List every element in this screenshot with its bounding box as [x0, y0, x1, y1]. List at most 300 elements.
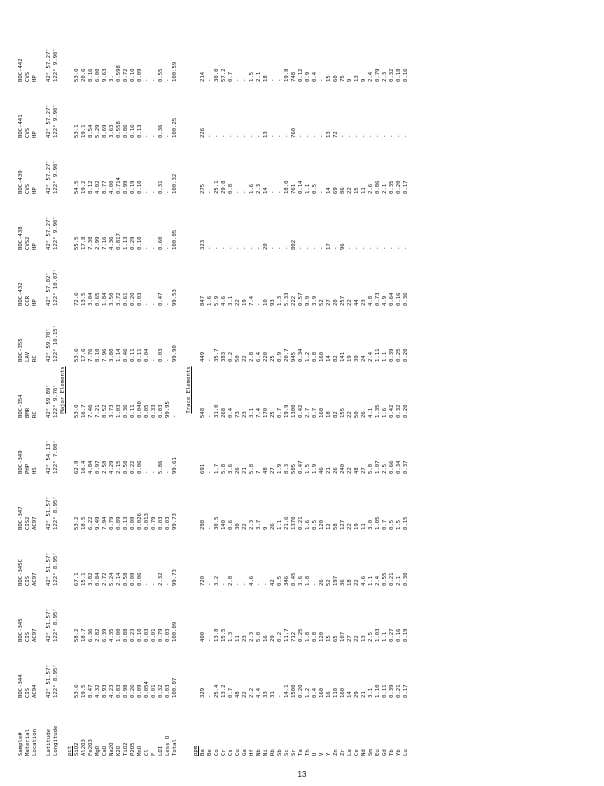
trace-value: - [207, 246, 213, 250]
major-value: 7.21 [95, 404, 101, 418]
major-value: - [165, 358, 171, 362]
major-value: 0.79 [109, 516, 115, 530]
major-value: - [151, 190, 157, 194]
major-value: 0.026 [137, 513, 143, 530]
trace-value: 1.1 [305, 183, 311, 194]
trace-value: 0.64 [389, 292, 395, 306]
sample-location: AC97 [32, 572, 38, 586]
trace-value: 20 [263, 243, 269, 250]
trace-value: - [319, 190, 325, 194]
major-value: - [144, 190, 150, 194]
row-label-longitude: Longitude [53, 725, 59, 756]
trace-value: 11 [361, 187, 367, 194]
row-label-material: Material [25, 729, 31, 756]
sample-column [18, 86, 410, 138]
trace-value: 0.9 [277, 351, 283, 362]
sample-column [18, 198, 410, 250]
trace-value: 19 [242, 299, 248, 306]
trace-value: 1.3 [277, 295, 283, 306]
trace-value: - [375, 134, 381, 138]
trace-value: 0.7 [277, 407, 283, 418]
trace-value: - [389, 246, 395, 250]
major-value: 6.22 [88, 516, 94, 530]
trace-value: 5.8 [368, 463, 374, 474]
spacer [60, 366, 67, 418]
trace-value: - [277, 246, 283, 250]
trace-value: 0.45 [291, 572, 297, 586]
sample-longitude: 122° 8.95' [53, 664, 59, 698]
trace-value: 22 [242, 523, 248, 530]
trace-value: 48 [354, 467, 360, 474]
spacer [67, 366, 74, 418]
trace-value: 1.9 [277, 463, 283, 474]
trace-value: 802 [291, 239, 297, 250]
trace-value: 4.8 [368, 295, 374, 306]
trace-value: 5.8 [249, 463, 255, 474]
trace-value: - [319, 78, 325, 82]
element-label: Ni [263, 749, 269, 756]
major-value: 8.77 [102, 180, 108, 194]
major-value: 0.29 [130, 236, 136, 250]
major-value: 0.09 [137, 68, 143, 82]
trace-value: 21 [326, 467, 332, 474]
trace-value: 18 [326, 411, 332, 418]
trace-value: 0.17 [403, 180, 409, 194]
trace-value: 346 [284, 575, 290, 586]
trace-value: 22 [347, 467, 353, 474]
spacer [193, 646, 200, 698]
element-label: K2O [116, 745, 122, 756]
trace-value: 0.21 [396, 684, 402, 698]
trace-value: 712 [291, 631, 297, 642]
trace-value: 13.8 [214, 628, 220, 642]
trace-value: 1.6 [305, 519, 311, 530]
sample-longitude: 122° 7.08' [53, 440, 59, 474]
spacer [179, 310, 186, 362]
major-value: 0.10 [130, 68, 136, 82]
trace-value: 4.9 [382, 295, 388, 306]
trace-value: 0.9 [305, 71, 311, 82]
trace-value: 22 [347, 411, 353, 418]
trace-value: 52 [319, 299, 325, 306]
major-value: 0.23 [130, 628, 136, 642]
sample-longitude: 122° 9.90' [53, 104, 59, 138]
sample-id: BOC-439 [18, 170, 24, 194]
trace-value: 26 [319, 579, 325, 586]
major-value: 0.10 [137, 180, 143, 194]
trace-value: 13 [354, 75, 360, 82]
trace-value: 0.34 [396, 460, 402, 474]
major-value: - [151, 78, 157, 82]
trace-value: 222 [291, 295, 297, 306]
trace-value: 18 [263, 75, 269, 82]
element-label: Hf [249, 749, 255, 756]
unit-label-pct: pct [67, 745, 73, 756]
trace-value: 18 [347, 579, 353, 586]
trace-value: 1.05 [375, 516, 381, 530]
trace-value: - [298, 246, 304, 250]
trace-value: 27 [270, 467, 276, 474]
major-value: 15.1 [81, 572, 87, 586]
spacer [60, 646, 67, 698]
major-value: 6.00 [95, 68, 101, 82]
trace-value: 5.8 [221, 463, 227, 474]
trace-value: 197 [333, 575, 339, 586]
trace-value: 3.6 [228, 463, 234, 474]
trace-value: - [305, 246, 311, 250]
major-value: 0.98 [123, 684, 129, 698]
major-value: 0.06 [137, 572, 143, 586]
sample-column [18, 142, 410, 194]
trace-value: 0.20 [298, 684, 304, 698]
spacer [39, 590, 46, 642]
trace-value: 2.6 [368, 183, 374, 194]
sample-material: CCR [25, 295, 31, 306]
sample-material: CIS [25, 631, 31, 642]
spacer [60, 198, 67, 250]
trace-elements-title: Trace Elements [186, 366, 192, 414]
element-label: MgO [95, 745, 101, 756]
sample-material: LAV [25, 351, 31, 362]
trace-value: - [277, 190, 283, 194]
spacer [193, 142, 200, 194]
trace-value: 96 [340, 243, 346, 250]
trace-value: 1.9 [312, 463, 318, 474]
major-value: - [151, 134, 157, 138]
major-value: 99.53 [172, 289, 178, 306]
trace-value: 5.33 [284, 292, 290, 306]
trace-value: - [340, 134, 346, 138]
trace-value: 4.4 [256, 687, 262, 698]
major-value: 0.10 [137, 236, 143, 250]
trace-value: 127 [340, 519, 346, 530]
major-value: - [144, 78, 150, 82]
trace-value: - [207, 582, 213, 586]
major-value: 100.07 [172, 677, 178, 698]
major-value: 58.2 [74, 628, 80, 642]
trace-value: - [249, 134, 255, 138]
major-value: 0.03 [165, 516, 171, 530]
trace-value: - [221, 134, 227, 138]
trace-value: - [242, 134, 248, 138]
row-label-latitude: Latitude [46, 729, 52, 756]
trace-value: 2.3 [249, 631, 255, 642]
trace-value: 0.7 [382, 519, 388, 530]
sample-material: BMR [25, 407, 31, 418]
trace-value: 22 [242, 355, 248, 362]
trace-value: 0.5 [312, 519, 318, 530]
major-value: 99.73 [172, 513, 178, 530]
major-value: 0.79 [151, 516, 157, 530]
trace-value: - [347, 246, 353, 250]
spacer [193, 254, 200, 306]
trace-value: 23 [242, 411, 248, 418]
spacer [193, 534, 200, 586]
trace-value: 22 [354, 635, 360, 642]
sample-latitude: 42° 51.57' [46, 552, 52, 586]
trace-value: 0.8 [228, 183, 234, 194]
sample-id: BOC-441 [18, 114, 24, 138]
trace-value: 945 [291, 351, 297, 362]
major-value: 99.73 [172, 569, 178, 586]
trace-value: 120 [319, 631, 325, 642]
spacer [67, 254, 74, 306]
spacer [39, 700, 46, 756]
trace-value: 1.35 [375, 404, 381, 418]
trace-value: 3.1 [368, 687, 374, 698]
sample-location: RC [32, 355, 38, 362]
major-value: 4.35 [109, 628, 115, 642]
element-label: Ta [298, 749, 304, 756]
spacer [39, 86, 46, 138]
major-value: 0.61 [123, 292, 129, 306]
trace-value: 42 [270, 579, 276, 586]
major-value: 0.22 [130, 460, 136, 474]
major-value: 0.97 [95, 460, 101, 474]
major-value: 0.03 [165, 684, 171, 698]
trace-value: 0.5 [389, 519, 395, 530]
trace-value: 3.9 [312, 295, 318, 306]
trace-value: 30 [235, 523, 241, 530]
trace-value: 1.11 [375, 348, 381, 362]
trace-value: - [207, 78, 213, 82]
sample-latitude: 42° 57.02' [46, 272, 52, 306]
trace-value: 5.0 [256, 631, 262, 642]
major-value: 3.80 [109, 348, 115, 362]
spacer [186, 646, 193, 698]
major-value: - [151, 302, 157, 306]
element-label: P2O5 [130, 742, 136, 756]
trace-value: 58 [333, 523, 339, 530]
trace-value: 0.25 [396, 348, 402, 362]
major-value: 62.8 [74, 460, 80, 474]
major-value: 67.1 [74, 572, 80, 586]
page-number: 13 [297, 770, 307, 779]
trace-value: 48 [235, 691, 241, 698]
trace-value: 20 [333, 299, 339, 306]
spacer [179, 700, 186, 756]
major-value: 3.63 [109, 124, 115, 138]
major-value: - [165, 302, 171, 306]
major-value: 0.03 [158, 516, 164, 530]
major-value: 0.03 [158, 348, 164, 362]
spacer [67, 590, 74, 642]
sample-column [18, 534, 410, 586]
major-value: 53.1 [74, 124, 80, 138]
element-label: Lu [403, 749, 409, 756]
sample-longitude: 122° 10.15' [53, 324, 59, 362]
trace-value: 110 [333, 687, 339, 698]
spacer [67, 30, 74, 82]
trace-value: - [284, 246, 290, 250]
major-value: 99.90 [172, 345, 178, 362]
sample-material: CVS2 [25, 236, 31, 250]
trace-value: 0.4 [312, 71, 318, 82]
major-elements-title: Major Elements [60, 366, 66, 414]
spacer [39, 478, 46, 530]
major-value: - [172, 414, 178, 418]
trace-value: 2.1 [256, 71, 262, 82]
trace-value: 400 [200, 631, 206, 642]
major-value: 4.84 [88, 460, 94, 474]
trace-value: 847 [200, 295, 206, 306]
trace-value: 0.86 [375, 180, 381, 194]
trace-value: 383 [221, 351, 227, 362]
trace-value: 22 [354, 579, 360, 586]
spacer [179, 142, 186, 194]
trace-value: - [249, 246, 255, 250]
trace-value: - [277, 694, 283, 698]
spacer [179, 30, 186, 82]
trace-value: 36 [340, 579, 346, 586]
trace-value: - [312, 246, 318, 250]
major-value: 1.03 [116, 404, 122, 418]
element-label: Less O [165, 735, 171, 756]
trace-value: 1.2 [305, 687, 311, 698]
major-value: 0.013 [144, 513, 150, 530]
trace-value: 19.8 [284, 68, 290, 82]
major-value: 100.32 [172, 173, 178, 194]
major-value: - [165, 78, 171, 82]
spacer [60, 254, 67, 306]
trace-value: - [207, 694, 213, 698]
spacer [186, 534, 193, 586]
trace-value: 17 [326, 243, 332, 250]
major-value: 0.13 [123, 516, 129, 530]
major-value: 8.52 [102, 404, 108, 418]
major-value: 3. [109, 75, 115, 82]
spacer [179, 646, 186, 698]
spacer [39, 30, 46, 82]
major-value: 5.29 [95, 124, 101, 138]
trace-value: - [270, 190, 276, 194]
trace-value: 1.2 [305, 351, 311, 362]
trace-value: 65 [333, 635, 339, 642]
trace-value: 13 [361, 635, 367, 642]
trace-value: 27 [361, 467, 367, 474]
spacer [193, 30, 200, 82]
trace-value: 23 [361, 299, 367, 306]
major-value: 0.16 [130, 124, 136, 138]
trace-value: 748 [291, 71, 297, 82]
major-value: 0.55 [158, 68, 164, 82]
major-value: 0.06 [137, 460, 143, 474]
trace-value: 31 [270, 691, 276, 698]
major-value: 0.817 [116, 233, 122, 250]
sample-longitude: 122° 9.90' [53, 216, 59, 250]
element-label: Fe2O3 [88, 739, 94, 756]
major-value: 0.08 [130, 572, 136, 586]
trace-value: 25.4 [214, 684, 220, 698]
trace-value: 160 [319, 687, 325, 698]
trace-value: - [235, 582, 241, 586]
trace-value: - [333, 246, 339, 250]
trace-value: 548 [200, 407, 206, 418]
major-value: 0.58 [123, 572, 129, 586]
major-value: - [144, 582, 150, 586]
trace-value: 14 [326, 355, 332, 362]
spacer [39, 310, 46, 362]
sample-column [18, 422, 410, 474]
major-value: 3.73 [109, 404, 115, 418]
trace-value: - [207, 638, 213, 642]
trace-value: 0.57 [298, 292, 304, 306]
major-value: 0.11 [130, 404, 136, 418]
major-value: 16.4 [81, 460, 87, 474]
trace-value: 0.21 [298, 516, 304, 530]
trace-value: 75 [340, 75, 346, 82]
major-value: 0.11 [137, 348, 143, 362]
spacer [39, 198, 46, 250]
major-value: 18.5 [81, 516, 87, 530]
trace-value: - [298, 134, 304, 138]
trace-value: 257 [340, 295, 346, 306]
trace-value: 3.6 [298, 575, 304, 586]
trace-value: 9 [263, 526, 269, 530]
major-value: 8.69 [102, 124, 108, 138]
major-value: 8.47 [88, 684, 94, 698]
trace-value: - [361, 134, 367, 138]
trace-value: 26 [361, 411, 367, 418]
trace-value: 50 [354, 411, 360, 418]
trace-value: 1500 [291, 684, 297, 698]
trace-value: 11 [235, 635, 241, 642]
element-label: Ce [354, 749, 360, 756]
sample-column [18, 590, 410, 642]
trace-value: 3.1 [249, 407, 255, 418]
sample-column [18, 30, 410, 82]
major-value: 0.08 [130, 516, 136, 530]
trace-value: 329 [200, 687, 206, 698]
major-value: - [165, 190, 171, 194]
spacer [186, 86, 193, 138]
trace-value: - [221, 246, 227, 250]
trace-value: - [207, 190, 213, 194]
trace-value: - [382, 246, 388, 250]
major-value: 0.36 [158, 124, 164, 138]
sample-location: RC [32, 411, 38, 418]
trace-value: 0.17 [403, 684, 409, 698]
sample-longitude: 122° 8.95' [53, 608, 59, 642]
trace-value: 0.6 [228, 519, 234, 530]
major-value: 8.93 [102, 684, 108, 698]
trace-value: - [396, 134, 402, 138]
trace-value: 691 [200, 463, 206, 474]
trace-value: - [277, 78, 283, 82]
trace-value: 120 [319, 519, 325, 530]
trace-value: 15 [354, 187, 360, 194]
trace-value: - [389, 134, 395, 138]
trace-value: 5.9 [214, 295, 220, 306]
element-label: U [312, 752, 318, 756]
spacer [186, 422, 193, 474]
sample-location: HP [32, 75, 38, 82]
trace-value: 82 [333, 411, 339, 418]
spacer [39, 422, 46, 474]
trace-value: - [368, 246, 374, 250]
trace-value: 52 [326, 579, 332, 586]
major-value: 2.32 [158, 572, 164, 586]
trace-value: 2.1 [396, 575, 402, 586]
major-value: 0.89 [116, 516, 122, 530]
spacer [186, 310, 193, 362]
spacer [186, 142, 193, 194]
trace-value: 2.3 [249, 519, 255, 530]
trace-value: 29 [270, 635, 276, 642]
trace-value: 1.03 [375, 628, 381, 642]
trace-value: 82 [333, 355, 339, 362]
spacer [179, 366, 186, 418]
